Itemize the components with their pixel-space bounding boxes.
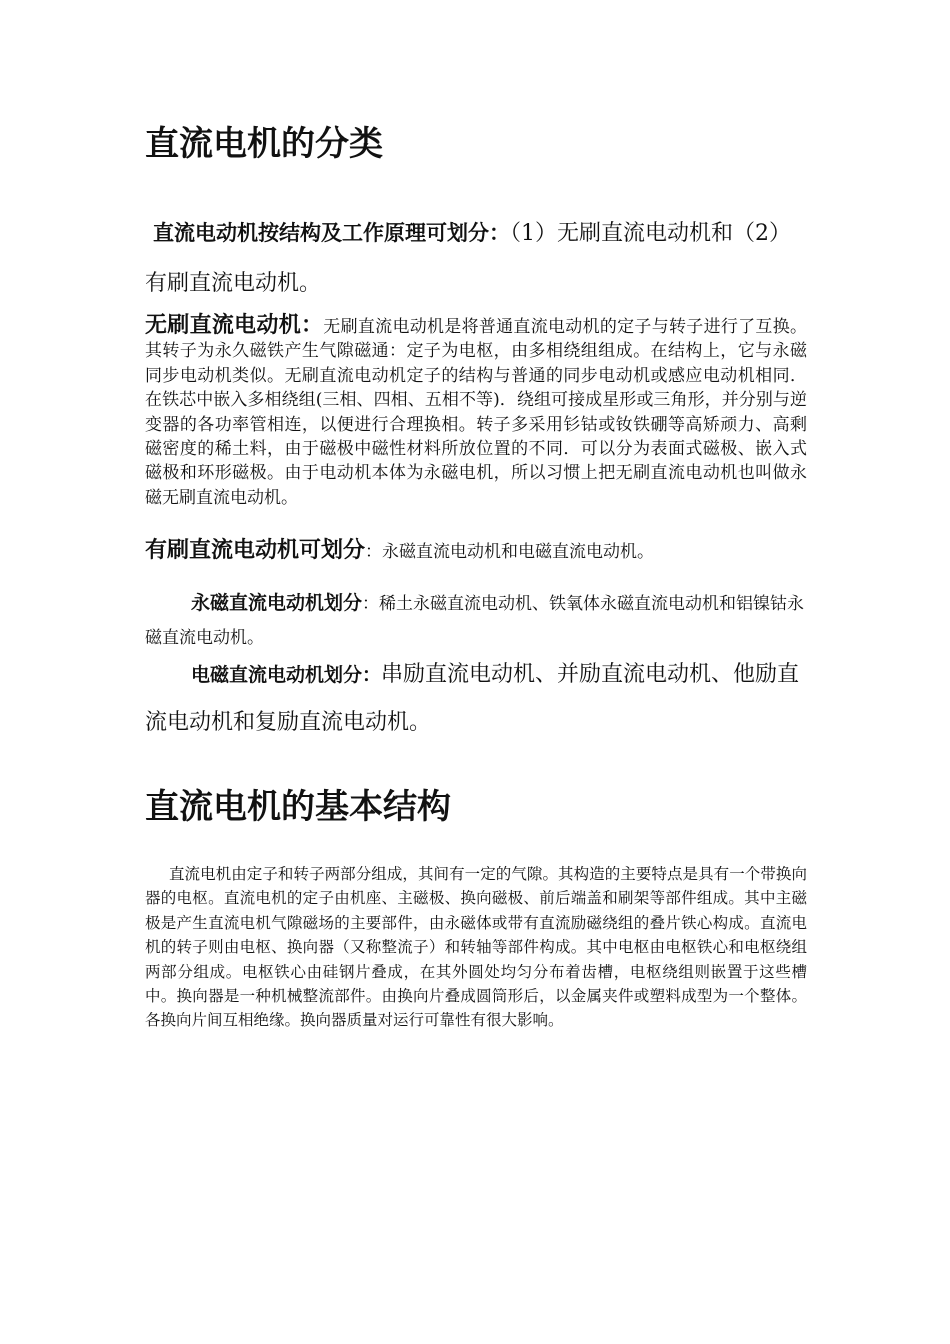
pm-paragraph (145, 586, 807, 655)
brushless-text: 无刷直流电动机是将普通直流电动机的定子与转子进行了互换。其转子为永久磁铁产生气隙磁通：定子为电枢，由多相绕组组成。在结构上，它与永磁同步电动机类似。无刷直流电动机定子的结构与普通的同步电动机或感应电动机相同．在铁芯中嵌入多相绕组(三相、四相、五相不等)．绕组可接成星形或三角形，并分别与逆变器的各功率管相连，以便进行合理换相。转子多采用钐钴或钕铁硼等高矫顽力、高剩磁密度的稀土料，由于磁极中磁性材料所放位置的不同．可以分为表面式磁极、嵌入式磁极和环形磁极。由于电动机本体为永磁电机，所以习惯上把无刷直流电动机也叫做永磁无刷直流电动机。 (145, 317, 807, 508)
intro-paragraph (145, 208, 807, 309)
brushed-paragraph (145, 535, 807, 568)
em-paragraph (145, 651, 807, 747)
intro-lead: 直流电动机按结构及工作原理可划分： (153, 221, 510, 245)
section-heading-classification: 直流电机的分类 (145, 124, 383, 164)
pm-text: ：稀土永磁直流电动机、铁氧体永磁直流电动机和铝镍钴永磁直流电动机。 (145, 594, 805, 648)
em-text: 串励直流电动机、并励直流电动机、他励直流电动机和复励直流电动机。 (145, 662, 800, 735)
section-heading-structure: 直流电机的基本结构 (145, 787, 451, 827)
brushless-paragraph (145, 314, 807, 510)
brushless-lead: 无刷直流电动机： (145, 313, 324, 338)
pm-lead: 永磁直流电动机划分 (191, 592, 363, 614)
intro-text: （1）无刷直流电动机和（2）有刷直流电动机。 (145, 221, 791, 296)
brushed-text: ：永磁直流电动机和电磁直流电动机。 (365, 542, 655, 562)
em-lead: 电磁直流电动机划分： (191, 664, 382, 686)
brushed-lead: 有刷直流电动机可划分 (145, 538, 366, 563)
structure-paragraph: 直流电机由定子和转子两部分组成，其间有一定的气隙。其构造的主要特点是具有一个带换向器的电枢。直流电机的定子由机座、主磁极、换向磁极、前后端盖和刷架等部件组成。其中主磁极是产生直流电机气隙磁场的主要部件，由永磁体或带有直流励磁绕组的叠片铁心构成。直流电机的转子则由电枢、换向器（又称整流子）和转轴等部件构成。其中电枢由电枢铁心和电枢绕组两部分组成。电枢铁心由硅钢片叠成，在其外圆处均匀分布着齿槽，电枢绕组则嵌置于这些槽中。换向器是一种机械整流部件。由换向片叠成圆筒形后，以金属夹件或塑料成型为一个整体。各换向片间互相绝缘。换向器质量对运行可靠性有很大影响。 (145, 865, 807, 1030)
